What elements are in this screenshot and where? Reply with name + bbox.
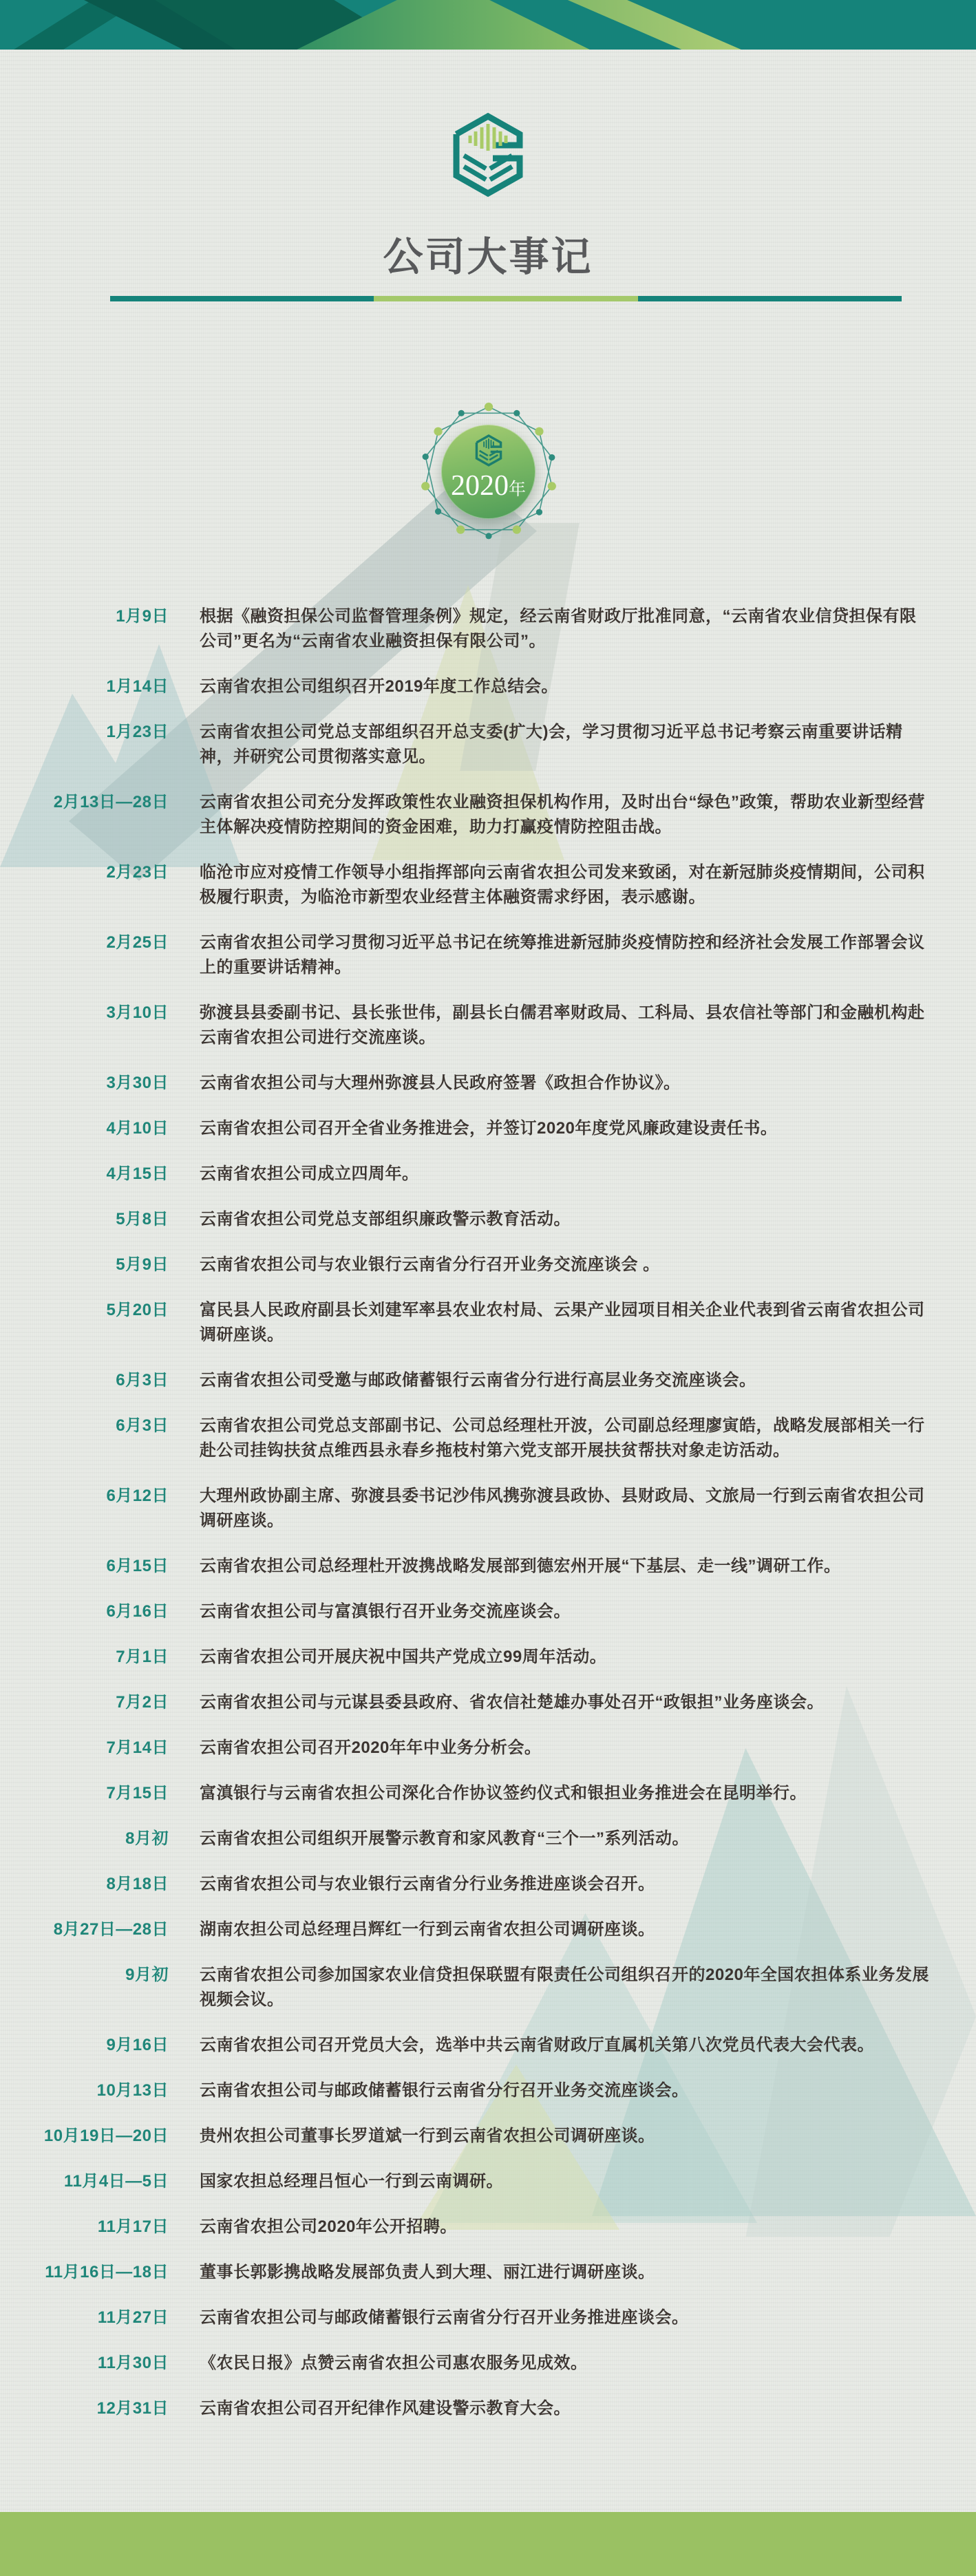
entry-date: 8月初 bbox=[125, 1829, 169, 1848]
year-badge-label bbox=[441, 471, 535, 500]
entry-text: 弥渡县县委副书记、县长张世伟，副县长白儒君率财政局、工科局、县农信社等部门和金融机构赴云南省农担公司进行交流座谈。 bbox=[200, 1003, 925, 1047]
timeline-entry bbox=[0, 2078, 976, 2103]
entry-date: 12月31日 bbox=[96, 2399, 169, 2418]
year-badge bbox=[441, 425, 535, 519]
timeline-entry bbox=[0, 930, 976, 980]
divider-segment bbox=[110, 296, 374, 301]
timeline-entry bbox=[0, 1162, 976, 1186]
timeline-entry bbox=[0, 1827, 976, 1851]
entry-date: 11月4日—5日 bbox=[63, 2172, 169, 2191]
entry-date: 1月9日 bbox=[116, 607, 169, 626]
entry-text: 云南省农担公司组织召开2019年度工作总结会。 bbox=[200, 677, 558, 696]
entry-text: 云南省农担公司参加国家农业信贷担保联盟有限责任公司组织召开的2020年全国农担体系业务发展视频会议。 bbox=[200, 1966, 929, 2009]
entry-text: 云南省农担公司组织开展警示教育和家风教育“三个一”系列活动。 bbox=[200, 1829, 689, 1848]
entry-date: 8月27日—28日 bbox=[53, 1920, 169, 1939]
entry-date: 11月16日—18日 bbox=[45, 2263, 169, 2281]
entry-date: 1月23日 bbox=[106, 723, 169, 741]
timeline-entry bbox=[0, 2351, 976, 2376]
entry-date: 6月3日 bbox=[116, 1371, 169, 1390]
entry-date: 9月16日 bbox=[106, 2036, 169, 2054]
timeline-entry bbox=[0, 1645, 976, 1670]
entry-text: 云南省农担公司与大理州弥渡县人民政府签署《政担合作协议》。 bbox=[200, 1074, 681, 1092]
entry-text: 云南省农担公司2020年公开招聘。 bbox=[200, 2217, 457, 2236]
entry-text: 云南省农担公司成立四周年。 bbox=[200, 1164, 419, 1183]
entry-date: 3月10日 bbox=[106, 1003, 169, 1022]
timeline-entry bbox=[0, 2260, 976, 2285]
entry-text: 云南省农担公司与农业银行云南省分行业务推进座谈会召开。 bbox=[200, 1875, 655, 1893]
timeline-entry bbox=[0, 1736, 976, 1760]
entry-text: 云南省农担公司党总支部副书记、公司总经理杜开波，公司副总经理廖寅皓，战略发展部相关一行赴公司挂钩扶贫点维西县永春乡拖枝村第六党支部开展扶贫帮扶对象走访活动。 bbox=[200, 1416, 925, 1460]
timeline-entry bbox=[0, 1917, 976, 1942]
entry-text: 董事长郭影携战略发展部负责人到大理、丽江进行调研座谈。 bbox=[200, 2263, 655, 2281]
timeline-entry bbox=[0, 790, 976, 840]
entry-date: 1月14日 bbox=[106, 677, 169, 696]
page-title: 公司大事记 bbox=[383, 235, 593, 279]
timeline-entry bbox=[0, 2169, 976, 2194]
timeline-entry bbox=[0, 1298, 976, 1348]
timeline-entry bbox=[0, 1781, 976, 1806]
entry-date: 7月14日 bbox=[106, 1738, 169, 1757]
timeline-entry bbox=[0, 860, 976, 910]
entry-date: 6月3日 bbox=[116, 1416, 169, 1435]
entry-date: 5月9日 bbox=[116, 1255, 169, 1274]
entry-text: 《农民日报》点赞云南省农担公司惠农服务见成效。 bbox=[200, 2354, 588, 2372]
entry-date: 4月10日 bbox=[106, 1119, 169, 1138]
timeline-entry bbox=[0, 2396, 976, 2421]
entry-date: 3月30日 bbox=[106, 1074, 169, 1092]
entry-date: 6月15日 bbox=[106, 1557, 169, 1575]
entry-date: 4月15日 bbox=[106, 1164, 169, 1183]
timeline-entry bbox=[0, 674, 976, 699]
entry-text: 云南省农担公司充分发挥政策性农业融资担保机构作用，及时出台“绿色”政策，帮助农业新型经营主体解决疫情防控期间的资金困难，助力打赢疫情防控阻击战。 bbox=[200, 793, 925, 836]
timeline-entry bbox=[0, 604, 976, 654]
timeline-entry bbox=[0, 1414, 976, 1463]
entry-text: 云南省农担公司总经理杜开波携战略发展部到德宏州开展“下基层、走一线”调研工作。 bbox=[200, 1557, 841, 1575]
entry-date: 5月20日 bbox=[106, 1301, 169, 1319]
entry-text: 云南省农担公司召开纪律作风建设警示教育大会。 bbox=[200, 2399, 571, 2418]
entry-text: 云南省农担公司党总支部组织廉政警示教育活动。 bbox=[200, 1210, 571, 1228]
entry-text: 富民县人民政府副县长刘建军率县农业农村局、云果产业园项目相关企业代表到省云南省农担公司调研座谈。 bbox=[200, 1301, 925, 1344]
entry-date: 6月12日 bbox=[106, 1487, 169, 1505]
timeline-entry bbox=[0, 720, 976, 769]
entry-date: 7月15日 bbox=[106, 1784, 169, 1802]
timeline-entry bbox=[0, 1963, 976, 2012]
entry-text: 云南省农担公司党总支部组织召开总支委(扩大)会，学习贯彻习近平总书记考察云南重要讲话精神，并研究公司贯彻落实意见。 bbox=[200, 723, 903, 766]
footer-band bbox=[0, 2512, 976, 2576]
entry-date: 2月25日 bbox=[106, 933, 169, 952]
entry-text: 云南省农担公司开展庆祝中国共产党成立99周年活动。 bbox=[200, 1648, 607, 1666]
entry-text: 云南省农担公司与元谋县委县政府、省农信社楚雄办事处召开“政银担”业务座谈会。 bbox=[200, 1693, 824, 1712]
entry-date: 2月13日—28日 bbox=[53, 793, 169, 811]
entry-text: 云南省农担公司与邮政储蓄银行云南省分行召开业务交流座谈会。 bbox=[200, 2081, 689, 2100]
entry-text: 云南省农担公司受邀与邮政储蓄银行云南省分行进行高层业务交流座谈会。 bbox=[200, 1371, 756, 1390]
entry-text: 云南省农担公司召开全省业务推进会，并签订2020年度党风廉政建设责任书。 bbox=[200, 1119, 778, 1138]
entry-date: 8月18日 bbox=[106, 1875, 169, 1893]
timeline-entry bbox=[0, 1253, 976, 1277]
entry-text: 云南省农担公司与农业银行云南省分行召开业务交流座谈会 。 bbox=[200, 1255, 660, 1274]
timeline-entry bbox=[0, 1484, 976, 1533]
timeline-entry bbox=[0, 2124, 976, 2149]
entry-date: 7月2日 bbox=[116, 1693, 169, 1712]
title-divider bbox=[110, 296, 902, 301]
entry-text: 湖南农担公司总经理吕辉红一行到云南省农担公司调研座谈。 bbox=[200, 1920, 655, 1939]
timeline-entry bbox=[0, 1690, 976, 1715]
timeline-entry bbox=[0, 1207, 976, 1232]
entry-date: 9月初 bbox=[125, 1966, 169, 1984]
top-banner bbox=[0, 0, 976, 50]
entry-date: 11月17日 bbox=[97, 2217, 169, 2236]
entry-date: 7月1日 bbox=[116, 1648, 169, 1666]
entry-text: 临沧市应对疫情工作领导小组指挥部向云南省农担公司发来致函，对在新冠肺炎疫情期间，公司积极履行职责，为临沧市新型农业经营主体融资需求纾困，表示感谢。 bbox=[200, 863, 925, 906]
year-suffix: 年 bbox=[508, 480, 526, 499]
timeline-entry bbox=[0, 1368, 976, 1393]
entry-date: 11月27日 bbox=[97, 2308, 169, 2327]
timeline-entry bbox=[0, 1599, 976, 1624]
entry-text: 国家农担总经理吕恒心一行到云南调研。 bbox=[200, 2172, 503, 2191]
divider-segment bbox=[374, 296, 638, 301]
timeline-list bbox=[0, 604, 976, 2442]
entry-text: 云南省农担公司与富滇银行召开业务交流座谈会。 bbox=[200, 1602, 571, 1621]
entry-date: 10月13日 bbox=[96, 2081, 169, 2100]
timeline-entry bbox=[0, 1116, 976, 1141]
timeline-entry bbox=[0, 2033, 976, 2058]
entry-date: 6月16日 bbox=[106, 1602, 169, 1621]
entry-text: 云南省农担公司与邮政储蓄银行云南省分行召开业务推进座谈会。 bbox=[200, 2308, 689, 2327]
timeline-entry bbox=[0, 2306, 976, 2330]
entry-date: 11月30日 bbox=[97, 2354, 169, 2372]
entry-date: 10月19日—20日 bbox=[43, 2127, 169, 2145]
entry-text: 云南省农担公司召开党员大会，选举中共云南省财政厅直属机关第八次党员代表大会代表。 bbox=[200, 2036, 874, 2054]
entry-date: 2月23日 bbox=[106, 863, 169, 882]
timeline-entry bbox=[0, 2215, 976, 2239]
timeline-entry bbox=[0, 1872, 976, 1897]
timeline-entry bbox=[0, 1554, 976, 1579]
divider-segment bbox=[638, 296, 902, 301]
entry-date: 5月8日 bbox=[116, 1210, 169, 1228]
entry-text: 云南省农担公司学习贯彻习近平总书记在统筹推进新冠肺炎疫情防控和经济社会发展工作部署会议上的重要讲话精神。 bbox=[200, 933, 925, 977]
year-number: 2020 bbox=[450, 470, 509, 502]
entry-text: 富滇银行与云南省农担公司深化合作协议签约仪式和银担业务推进会在昆明举行。 bbox=[200, 1784, 807, 1802]
timeline-entry bbox=[0, 1071, 976, 1096]
entry-text: 贵州农担公司董事长罗道斌一行到云南省农担公司调研座谈。 bbox=[200, 2127, 655, 2145]
badge-logo-icon bbox=[474, 434, 503, 467]
entry-text: 根据《融资担保公司监督管理条例》规定，经云南省财政厅批准同意，“云南省农业信贷担保有限公司”更名为“云南省农业融资担保有限公司”。 bbox=[200, 607, 917, 650]
entry-text: 大理州政协副主席、弥渡县委书记沙伟风携弥渡县政协、县财政局、文旅局一行到云南省农担公司调研座谈。 bbox=[200, 1487, 925, 1530]
timeline-entry bbox=[0, 1001, 976, 1050]
company-logo-icon bbox=[450, 113, 526, 197]
entry-text: 云南省农担公司召开2020年年中业务分析会。 bbox=[200, 1738, 542, 1757]
